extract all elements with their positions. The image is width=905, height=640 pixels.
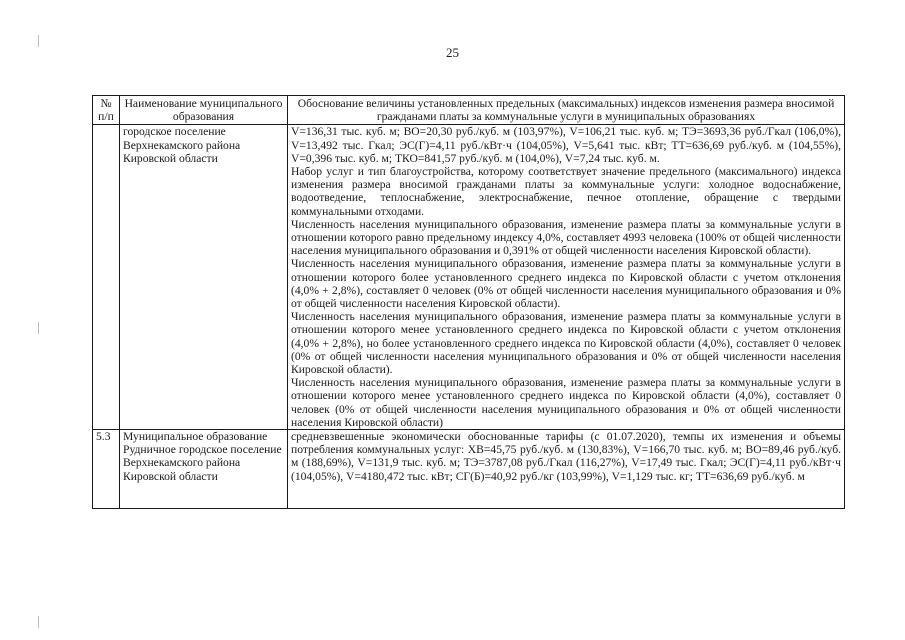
justification-cell bbox=[288, 430, 845, 509]
population-between-paragraph: Численность населения муниципального образования, изменение размера платы за коммунальные услуги в отношении которого менее установленного среднего индекса по Кировской области с учетом отклонения (4,0% + 2,8%), но более установленного среднего индекса по Кировской области (4,0%), составляет 0 человек (0% от общей численности населения муниципального образования и 0% от общей численности населения Кировской области). bbox=[291, 310, 841, 377]
municipality-name: городское поселение Верхнекамского района Кировской области bbox=[120, 125, 288, 430]
header-justification: Обоснование величины установленных предельных (максимальных) индексов изменения размера вносимой гражданами платы за коммунальные услуги в муниципальных образованиях bbox=[288, 96, 845, 125]
tariff-paragraph: V=136,31 тыс. куб. м; ВО=20,30 руб./куб. м (103,97%), V=106,21 тыс. куб. м; ТЭ=3693,36 руб./Гкал (106,0%), V=13,492 тыс. Гкал; ЭС(Г)=4,11 руб./кВт·ч (104,05%), V=5,641 тыс. кВт; ТТ=636,69 руб./куб. м (104,55%), V=0,396 тыс. куб. м; ТКО=841,57 руб./куб. м (104,0%), V=7,24 тыс. куб. м. bbox=[291, 125, 841, 165]
scan-margin-mark-middle bbox=[38, 322, 39, 334]
table-row bbox=[93, 430, 845, 509]
justification-clip bbox=[291, 430, 841, 508]
page-number: 25 bbox=[446, 45, 459, 60]
row-number: 5.3 bbox=[93, 430, 120, 509]
header-number: № п/п bbox=[93, 96, 120, 125]
tariff-paragraph: средневзвешенные экономически обоснованные тарифы (с 01.07.2020), темпы их изменения и объемы потребления коммунальных услуг: ХВ=45,75 руб./куб. м (130,83%), V=166,70 тыс. куб. м; ВО=89,46 руб./куб. м (188,69%), V=131,9 тыс. куб. м; ТЭ=3787,08 руб./Гкал (116,27%), V=17,49 тыс. Гкал; ЭС(Г)=4,11 руб./кВт·ч (104,05%), V=4180,472 тыс. кВт; СГ(Б)=40,92 руб./кг (103,99%), V=1,129 тыс. кг; ТТ=636,69 руб./куб. м bbox=[291, 430, 841, 483]
justification-cell bbox=[288, 125, 845, 430]
scan-margin-mark-bottom bbox=[38, 616, 39, 628]
row-number bbox=[93, 125, 120, 430]
population-below-paragraph: Численность населения муниципального образования, изменение размера платы за коммунальные услуги в отношении которого менее установленного среднего индекса по Кировской области (4,0%), составляет 0 человек (0% от общей численности населения муниципального образования и 0% от общей численности населения Кировской области) bbox=[291, 376, 841, 429]
municipality-name: Муниципальное образование Рудничное городское поселение Верхнекамского района Кировской области bbox=[120, 430, 288, 509]
services-paragraph: Набор услуг и тип благоустройства, которому соответствует значение предельного (максимального) индекса изменения размера вносимой гражданами платы за коммунальные услуги: холодное водоснабжение, водоотведение, теплоснабжение, электроснабжение, печное отопление, обращение с твердыми коммунальными отходами. bbox=[291, 165, 841, 218]
population-above-paragraph: Численность населения муниципального образования, изменение размера платы за коммунальные услуги в отношении которого более установленного среднего индекса по Кировской области с учетом отклонения (4,0% + 2,8%), составляет 0 человек (0% от общей численности населения муниципального образования и 0% от общей численности населения Кировской области). bbox=[291, 257, 841, 311]
table-row bbox=[93, 125, 845, 430]
tariff-index-table bbox=[92, 95, 845, 509]
table-header-row bbox=[93, 96, 845, 125]
header-municipality: Наименование муниципального образования bbox=[120, 96, 288, 125]
population-equal-paragraph: Численность населения муниципального образования, изменение размера платы за коммунальные услуги в отношении которого равно предельному индексу 4,0%, составляет 4993 человека (100% от общей численности населения муниципального образования и 0,391% от общей численности населения Кировской области). bbox=[291, 217, 841, 258]
